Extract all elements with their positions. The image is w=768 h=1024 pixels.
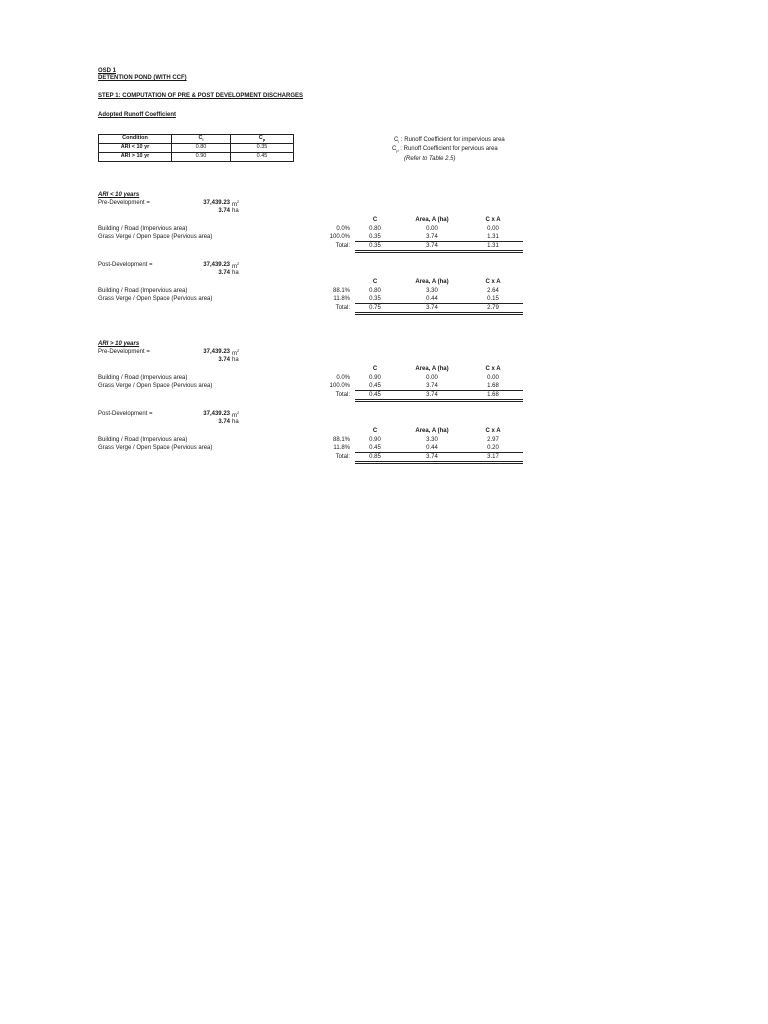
coef-header-condition: Condition <box>99 135 172 144</box>
value-cxa: 0.00 <box>487 375 499 381</box>
grass-label: Grass Verge / Open Space (Pervious area) <box>98 234 213 240</box>
area-ha: 3.74 <box>218 208 230 214</box>
col-cxa: C x A <box>485 279 501 285</box>
total-area: 3.74 <box>426 454 438 460</box>
total-cxa: 1.31 <box>487 243 499 249</box>
value-c: 0.35 <box>369 234 381 240</box>
pond-title: DETENTION POND (WITH CCF) <box>98 75 187 81</box>
area-ha: 3.74 <box>218 419 230 425</box>
value-area: 3.74 <box>426 383 438 389</box>
grass-label: Grass Verge / Open Space (Pervious area) <box>98 296 213 302</box>
total-c: 0.85 <box>369 454 381 460</box>
unit-m2: $m^2$ <box>232 199 240 208</box>
coef-row <box>99 153 294 162</box>
value-c: 0.35 <box>369 296 381 302</box>
coef-ci: 0.80 <box>172 144 231 153</box>
unit-ha: ha <box>232 270 239 276</box>
area-ha: 3.74 <box>218 270 230 276</box>
col-cxa: C x A <box>485 428 501 434</box>
col-area: Area, A (ha) <box>415 428 449 434</box>
value-area: 0.00 <box>426 375 438 381</box>
area-m2: 37,439.23 <box>203 262 230 268</box>
adopted-title: Adopted Runoff Coefficient <box>98 112 176 118</box>
pct: 100.0% <box>329 234 350 240</box>
value-c: 0.90 <box>369 437 381 443</box>
total-label: Total: <box>335 392 350 398</box>
total-c: 0.45 <box>369 392 381 398</box>
total-area: 3.74 <box>426 392 438 398</box>
coef-condition: ARI > 10 yr <box>99 153 172 162</box>
coefficient-table <box>98 134 294 162</box>
value-cxa: 2.64 <box>487 288 499 294</box>
note-cp: $C_p$ : Runoff Coefficient for pervious area <box>392 146 498 154</box>
total-label: Total: <box>335 454 350 460</box>
pct: 11.8% <box>333 296 350 302</box>
pct: 88.1% <box>332 288 350 294</box>
coef-cp: 0.45 <box>231 153 294 162</box>
coef-ci: 0.90 <box>172 153 231 162</box>
building-label: Building / Road (Impervious area) <box>98 437 188 443</box>
area-m2: 37,439.23 <box>203 349 230 355</box>
total-cxa: 2.79 <box>487 305 499 311</box>
total-c: 0.35 <box>369 243 381 249</box>
value-c: 0.80 <box>369 288 381 294</box>
pre-label: Pre-Development = <box>98 200 150 206</box>
total-label: Total: <box>335 243 350 249</box>
area-ha: 3.74 <box>218 357 230 363</box>
total-area: 3.74 <box>426 243 438 249</box>
coef-header-cp: $C_p$ <box>231 135 294 144</box>
value-area: 0.44 <box>426 445 438 451</box>
col-area: Area, A (ha) <box>415 366 449 372</box>
coef-header-ci: $C_i$ <box>172 135 231 144</box>
pre-label: Pre-Development = <box>98 349 150 355</box>
unit-m2: $m^2$ <box>232 348 240 357</box>
post-label: Post-Development = <box>98 411 153 417</box>
value-cxa: 1.68 <box>487 383 499 389</box>
total-cxa: 3.17 <box>487 454 499 460</box>
section-title: ARI > 10 years <box>98 341 140 347</box>
unit-m2: $m^2$ <box>232 410 240 419</box>
value-area: 0.44 <box>426 296 438 302</box>
value-area: 3.30 <box>426 288 438 294</box>
grass-label: Grass Verge / Open Space (Pervious area) <box>98 383 213 389</box>
value-cxa: 1.31 <box>487 234 499 240</box>
pct: 11.8% <box>333 445 350 451</box>
col-c: C <box>372 279 378 285</box>
value-c: 0.80 <box>369 226 381 232</box>
total-c: 0.75 <box>369 305 381 311</box>
col-area: Area, A (ha) <box>415 217 449 223</box>
value-area: 3.74 <box>426 234 438 240</box>
step-title: STEP 1: COMPUTATION OF PRE & POST DEVELOPMENT DISCHARGES <box>98 93 304 99</box>
value-cxa: 2.97 <box>487 437 499 443</box>
value-c: 0.90 <box>369 375 381 381</box>
coef-condition: ARI < 10 yr <box>99 144 172 153</box>
post-label: Post-Development = <box>98 262 153 268</box>
unit-ha: ha <box>232 357 239 363</box>
osd-title: OSD 1 <box>98 68 117 74</box>
pct: 0.0% <box>336 375 350 381</box>
total-label: Total: <box>335 305 350 311</box>
note-ref: (Refer to Table 2.5) <box>404 156 456 162</box>
building-label: Building / Road (Impervious area) <box>98 226 188 232</box>
unit-ha: ha <box>232 419 239 425</box>
section-title: ARI < 10 years <box>98 192 140 198</box>
col-c: C <box>372 428 378 434</box>
grass-label: Grass Verge / Open Space (Pervious area) <box>98 445 213 451</box>
value-cxa: 0.20 <box>487 445 499 451</box>
unit-m2: $m^2$ <box>232 261 240 270</box>
note-ci: $C_i$ : Runoff Coefficient for impervious area <box>394 137 505 145</box>
value-cxa: 0.15 <box>487 296 499 302</box>
col-c: C <box>372 366 378 372</box>
area-m2: 37,439.23 <box>203 411 230 417</box>
col-area: Area, A (ha) <box>415 279 449 285</box>
col-cxa: C x A <box>485 366 501 372</box>
area-m2: 37,439.23 <box>203 200 230 206</box>
pct: 88.1% <box>332 437 350 443</box>
value-cxa: 0.00 <box>487 226 499 232</box>
value-area: 0.00 <box>426 226 438 232</box>
unit-ha: ha <box>232 208 239 214</box>
coef-row <box>99 144 294 153</box>
building-label: Building / Road (Impervious area) <box>98 375 188 381</box>
pct: 100.0% <box>329 383 350 389</box>
value-c: 0.45 <box>369 383 381 389</box>
value-area: 3.30 <box>426 437 438 443</box>
building-label: Building / Road (Impervious area) <box>98 288 188 294</box>
coef-cp: 0.35 <box>231 144 294 153</box>
total-area: 3.74 <box>426 305 438 311</box>
total-cxa: 1.68 <box>487 392 499 398</box>
col-c: C <box>372 217 378 223</box>
value-c: 0.45 <box>369 445 381 451</box>
pct: 0.0% <box>336 226 350 232</box>
col-cxa: C x A <box>485 217 501 223</box>
